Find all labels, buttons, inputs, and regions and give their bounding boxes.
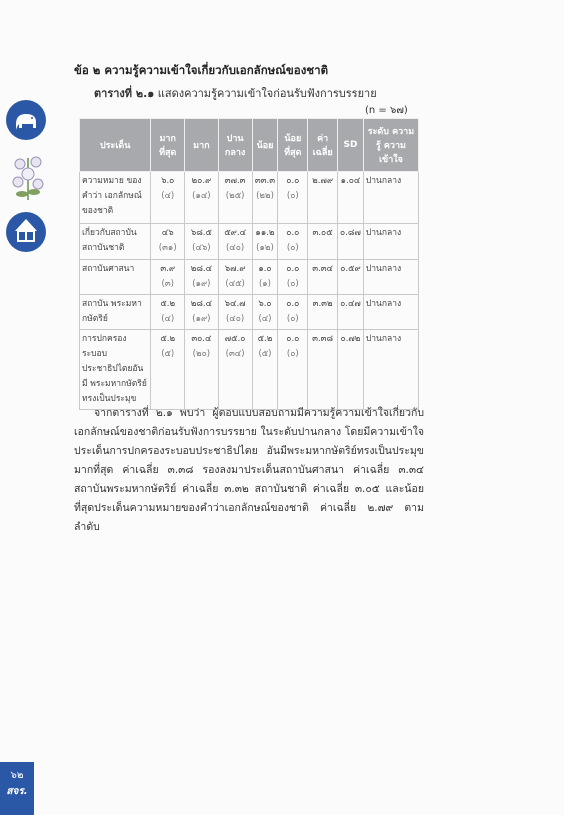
cell-count: (๔) <box>161 191 175 201</box>
cell-sd: ๐.๕๙ <box>338 260 364 295</box>
knowledge-table <box>79 118 419 410</box>
cell-topic: สถาบัน พระมหากษัตริย์ <box>80 295 151 330</box>
cell-value: ๖๗.๙ <box>224 264 246 274</box>
cell-value: ๕.๒ <box>257 334 273 344</box>
cell-value: ๖๔.๗ <box>224 299 246 309</box>
cell-most <box>151 330 185 410</box>
cell-count: (๐) <box>286 279 299 289</box>
cell-least <box>278 260 308 295</box>
cell-much <box>185 330 219 410</box>
cell-value: ๕.๒ <box>160 299 176 309</box>
cell-moderate <box>218 330 252 410</box>
cell-mean: ๓.๓๘ <box>308 330 338 410</box>
cell-much <box>185 224 219 260</box>
cell-mean: ๒.๗๙ <box>308 172 338 224</box>
cell-value: ๖.๐ <box>161 176 175 186</box>
cell-count: (๑๔) <box>192 191 211 201</box>
header-level: ระดับ ความรู้ ความเข้าใจ <box>363 119 418 172</box>
cell-value: ๒๘.๔ <box>190 299 213 309</box>
cell-count: (๔) <box>161 314 175 324</box>
cell-most <box>151 260 185 295</box>
cell-value: ๗๕.๐ <box>224 334 246 344</box>
cell-count: (๓๑) <box>158 243 177 253</box>
cell-least <box>278 330 308 410</box>
cell-least <box>278 224 308 260</box>
cell-mean: ๓.๓๒ <box>308 295 338 330</box>
header-least: น้อย ที่สุด <box>278 119 308 172</box>
cell-count: (๑๙) <box>192 279 211 289</box>
table-row <box>80 224 419 260</box>
cell-value: ๕๙.๔ <box>224 228 247 238</box>
cell-value: ๑.๐ <box>258 264 272 274</box>
cell-value: ๐.๐ <box>286 264 300 274</box>
cell-least <box>278 172 308 224</box>
sample-size-note: (n = ๖๗) <box>365 105 408 116</box>
header-mean: ค่า เฉลี่ย <box>308 119 338 172</box>
cell-count: (๓๔) <box>225 349 245 359</box>
cell-topic: ความหมาย ของคำว่า เอกลักษณ์ของชาติ <box>80 172 151 224</box>
pavilion-logo-icon <box>6 212 46 252</box>
section-heading: ข้อ ๒ ความรู้ความเข้าใจเกี่ยวกับเอกลักษณ์ของชาติ <box>74 63 329 77</box>
cell-count: (๔๐) <box>225 314 245 324</box>
cell-count: (๑๙) <box>192 314 211 324</box>
cell-least <box>278 295 308 330</box>
cell-sd: ๑.๐๔ <box>338 172 364 224</box>
cell-little <box>252 260 278 295</box>
header-moderate: ปาน กลาง <box>218 119 252 172</box>
cell-mean: ๓.๐๕ <box>308 224 338 260</box>
table-caption-label: ตารางที่ ๒.๑ <box>94 87 155 100</box>
table-caption <box>94 84 377 102</box>
cell-topic: การปกครองระบอบ ประชาธิปไตยอันมี พระมหากษัตริย์ ทรงเป็นประมุข <box>80 330 151 410</box>
cell-count: (๑๒) <box>256 243 274 253</box>
cell-count: (๔๕) <box>225 279 245 289</box>
table-row <box>80 260 419 295</box>
table-row <box>80 330 419 410</box>
cell-topic: สถาบันศาสนา <box>80 260 151 295</box>
cell-value: ๓๓.๓ <box>254 176 276 186</box>
table-row <box>80 295 419 330</box>
page-number: ๖๒ <box>10 770 24 781</box>
header-sd: SD <box>338 119 364 172</box>
cell-level: ปานกลาง <box>363 330 418 410</box>
flower-icon <box>6 150 50 202</box>
cell-value: ๖.๐ <box>258 299 272 309</box>
cell-much <box>185 260 219 295</box>
cell-much <box>185 295 219 330</box>
cell-value: ๐.๐ <box>286 299 300 309</box>
cell-value: ๔๖ <box>161 228 174 238</box>
brand-mark: สจร. <box>6 786 28 797</box>
cell-value: ๓๐.๔ <box>191 334 212 344</box>
cell-value: ๑๑.๒ <box>255 228 275 238</box>
cell-moderate <box>218 295 252 330</box>
cell-value: ๒๐.๙ <box>191 176 212 186</box>
cell-count: (๐) <box>286 314 299 324</box>
header-much: มาก <box>185 119 219 172</box>
cell-count: (๓) <box>161 279 174 289</box>
cell-sd: ๐.๘๗ <box>338 224 364 260</box>
cell-sd: ๐.๔๗ <box>338 295 364 330</box>
cell-little <box>252 224 278 260</box>
cell-sd: ๐.๗๒ <box>338 330 364 410</box>
cell-little <box>252 295 278 330</box>
cell-mean: ๓.๓๔ <box>308 260 338 295</box>
cell-most <box>151 224 185 260</box>
cell-value: ๕.๒ <box>160 334 176 344</box>
cell-value: ๒๘.๔ <box>190 264 213 274</box>
cell-count: (๐) <box>286 191 299 201</box>
cell-count: (๒๐) <box>192 349 211 359</box>
page-footer-tab <box>0 762 34 815</box>
cell-value: ๐.๐ <box>286 334 300 344</box>
cell-much <box>185 172 219 224</box>
header-most: มาก ที่สุด <box>151 119 185 172</box>
cell-count: (๔๐) <box>225 243 245 253</box>
summary-text: จากตารางที่ ๒.๑ พบว่า ผู้ตอบแบบสอบถามมีความรู้ความเข้าใจเกี่ยวกับเอกลักษณ์ของชาติก่อนรับฟังการบรรยาย ในระดับปานกลาง โดยมีความเข้าใจประเด็นการปกครองระบอบประชาธิปไตย อันมีพระมหากษัตริย์ทรงเป็นประมุข มากที่สุด ค่าเฉลี่ย ๓.๓๘ รองลงมาประเด็นสถาบันศาสนา ค่าเฉลี่ย ๓.๓๔ สถาบันพระมหากษัตริย์ ค่าเฉลี่ย ๓.๓๒ สถาบันชาติ ค่าเฉลี่ย ๓.๐๕ และน้อยที่สุดประเด็นความหมายของคำว่าเอกลักษณ์ของชาติ ค่าเฉลี่ย ๒.๗๙ ตามลำดับ <box>74 407 424 533</box>
cell-topic: เกี่ยวกับสถาบัน สถาบันชาติ <box>80 224 151 260</box>
cell-value: ๓.๙ <box>160 264 176 274</box>
header-topic: ประเด็น <box>80 119 151 172</box>
cell-level: ปานกลาง <box>363 260 418 295</box>
cell-moderate <box>218 224 252 260</box>
elephant-logo-icon <box>6 100 46 140</box>
cell-count: (๐) <box>286 349 299 359</box>
cell-count: (๒๒) <box>256 191 274 201</box>
cell-value: ๐.๐ <box>286 176 300 186</box>
cell-little <box>252 172 278 224</box>
cell-level: ปานกลาง <box>363 172 418 224</box>
side-logos <box>6 100 50 262</box>
cell-level: ปานกลาง <box>363 295 418 330</box>
cell-value: ๓๗.๓ <box>224 176 246 186</box>
cell-moderate <box>218 172 252 224</box>
table-header-row <box>80 119 419 172</box>
cell-count: (๒๕) <box>225 191 245 201</box>
cell-count: (๐) <box>286 243 299 253</box>
header-little: น้อย <box>252 119 278 172</box>
cell-most <box>151 172 185 224</box>
table-row <box>80 172 419 224</box>
cell-value: ๖๘.๕ <box>190 228 212 238</box>
cell-count: (๑) <box>258 279 271 289</box>
cell-count: (๕) <box>258 349 272 359</box>
cell-value: ๐.๐ <box>286 228 300 238</box>
cell-count: (๔๖) <box>192 243 211 253</box>
cell-moderate <box>218 260 252 295</box>
cell-little <box>252 330 278 410</box>
cell-count: (๕) <box>161 349 175 359</box>
cell-most <box>151 295 185 330</box>
cell-count: (๔) <box>258 314 272 324</box>
cell-level: ปานกลาง <box>363 224 418 260</box>
summary-paragraph <box>74 404 424 537</box>
table-caption-text: แสดงความรู้ความเข้าใจก่อนรับฟังการบรรยาย <box>157 87 377 100</box>
